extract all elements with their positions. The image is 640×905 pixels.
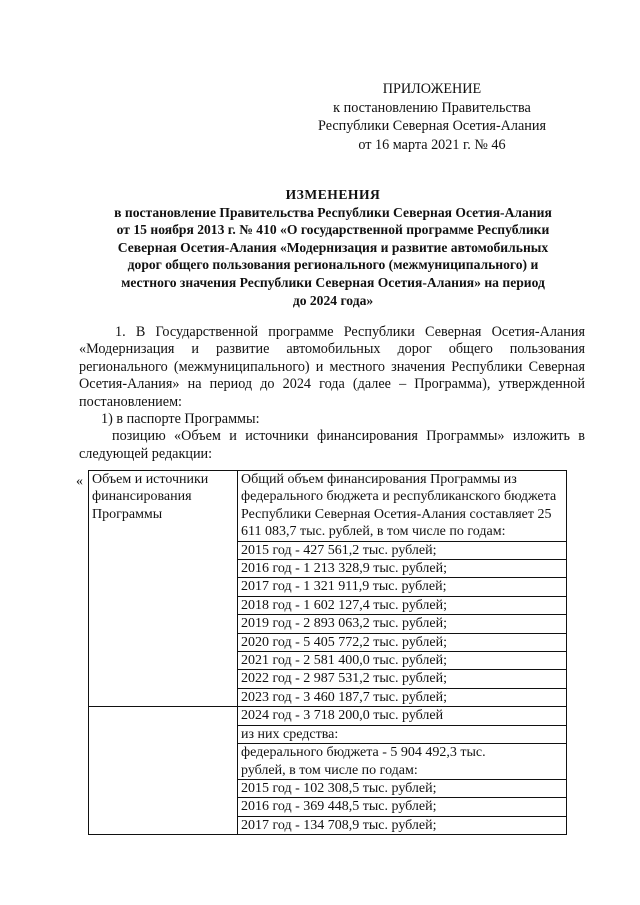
year-line: 2016 год - 369 448,5 тыс. рублей; — [238, 798, 567, 816]
title-line: дорог общего пользования регионального (межмуниципального) и — [127, 257, 539, 273]
table-cell — [89, 688, 238, 706]
table-row — [89, 652, 567, 670]
position-label: Объем и источники финансирования Программы — [92, 472, 209, 522]
paragraph: позицию «Объем и источники финансирования Программы» изложить в следующей редакции: — [79, 428, 585, 462]
table-cell — [89, 578, 238, 596]
table-cell — [89, 633, 238, 651]
table-cell — [89, 744, 238, 780]
table-row — [89, 578, 567, 596]
year-line: 2015 год - 427 561,2 тыс. рублей; — [238, 541, 567, 559]
table-cell — [89, 816, 238, 834]
year-line: 2020 год - 5 405 772,2 тыс. рублей; — [238, 633, 567, 651]
title-line: до 2024 года» — [292, 292, 374, 308]
title-line: от 15 ноября 2013 г. № 410 «О государственной программе Республики — [116, 222, 550, 238]
table-cell — [89, 670, 238, 688]
title-line: местного значения Республики Северная Осетия-Алания» на период — [121, 274, 545, 290]
table-row — [89, 633, 567, 651]
financing-intro: Общий объем финансирования Программы из федерального бюджета и республиканского бюджета Республики Северная Осетия-Алания составляет 25 611 083,7 тыс. рублей, в том числе по годам: — [241, 472, 557, 540]
table-row — [89, 596, 567, 614]
year-line: 2015 год - 102 308,5 тыс. рублей; — [238, 779, 567, 797]
table-row — [89, 744, 567, 780]
table-cell-label — [89, 471, 238, 542]
table-row — [89, 725, 567, 743]
table-row — [89, 670, 567, 688]
table-cell — [89, 541, 238, 559]
title-line: Северная Осетия-Алания «Модернизация и развитие автомобильных — [117, 239, 549, 255]
paragraph: 1. В Государственной программе Республики Северная Осетия-Алания «Модернизация и развитие автомобильных дорог общего пользования регионального (межмуниципального) и местного значения Республики Северная Осетия-Алания» на период до 2024 года (далее – Программа), утвержденной постановлением: — [79, 324, 585, 410]
year-line: 2017 год - 134 708,9 тыс. рублей; — [238, 816, 567, 834]
table-row — [89, 798, 567, 816]
table-row — [89, 816, 567, 834]
table-row — [89, 615, 567, 633]
year-line: 2018 год - 1 602 127,4 тыс. рублей; — [238, 596, 567, 614]
title-line: в постановление Правительства Республики Северная Осетия-Алания — [114, 204, 552, 220]
year-line: 2016 год - 1 213 328,9 тыс. рублей; — [238, 560, 567, 578]
year-line: 2019 год - 2 893 063,2 тыс. рублей; — [238, 615, 567, 633]
federal-budget-line: рублей, в том числе по годам: — [241, 762, 418, 778]
year-line: 2022 год - 2 987 531,2 тыс. рублей; — [238, 670, 567, 688]
appendix-date: от 16 марта 2021 г. № 46 — [358, 136, 506, 153]
appendix-title: ПРИЛОЖЕНИЕ — [382, 81, 482, 97]
year-line: 2021 год - 2 581 400,0 тыс. рублей; — [238, 652, 567, 670]
financing-table — [88, 470, 567, 835]
appendix-header — [282, 80, 582, 154]
federal-budget — [238, 744, 567, 780]
document-body — [79, 324, 585, 463]
paragraph: 1) в паспорте Программы: — [101, 411, 260, 428]
appendix-line: к постановлению Правительства — [333, 99, 531, 116]
table-row — [89, 688, 567, 706]
table-row — [89, 541, 567, 559]
table-row — [89, 707, 567, 725]
opening-quote: « — [76, 474, 83, 489]
table-row — [89, 560, 567, 578]
table-cell — [89, 615, 238, 633]
heading: ИЗМЕНЕНИЯ — [285, 187, 381, 202]
year-line: 2017 год - 1 321 911,9 тыс. рублей; — [238, 578, 567, 596]
federal-budget-line: федерального бюджета - 5 904 492,3 тыс. — [241, 745, 486, 761]
table-cell — [89, 779, 238, 797]
year-line: 2023 год - 3 460 187,7 тыс. рублей; — [238, 688, 567, 706]
year-line: 2024 год - 3 718 200,0 тыс. рублей — [238, 707, 567, 725]
table-row — [89, 471, 567, 542]
table-cell — [89, 652, 238, 670]
table-cell — [89, 798, 238, 816]
table-cell — [89, 596, 238, 614]
table-row — [89, 779, 567, 797]
table-cell-content — [238, 471, 567, 542]
document-title — [80, 186, 586, 309]
table-cell — [89, 725, 238, 743]
table-cell — [89, 707, 238, 725]
appendix-line: Республики Северная Осетия-Алания — [317, 118, 546, 134]
table-cell — [89, 560, 238, 578]
sources-intro: из них средства: — [238, 725, 567, 743]
